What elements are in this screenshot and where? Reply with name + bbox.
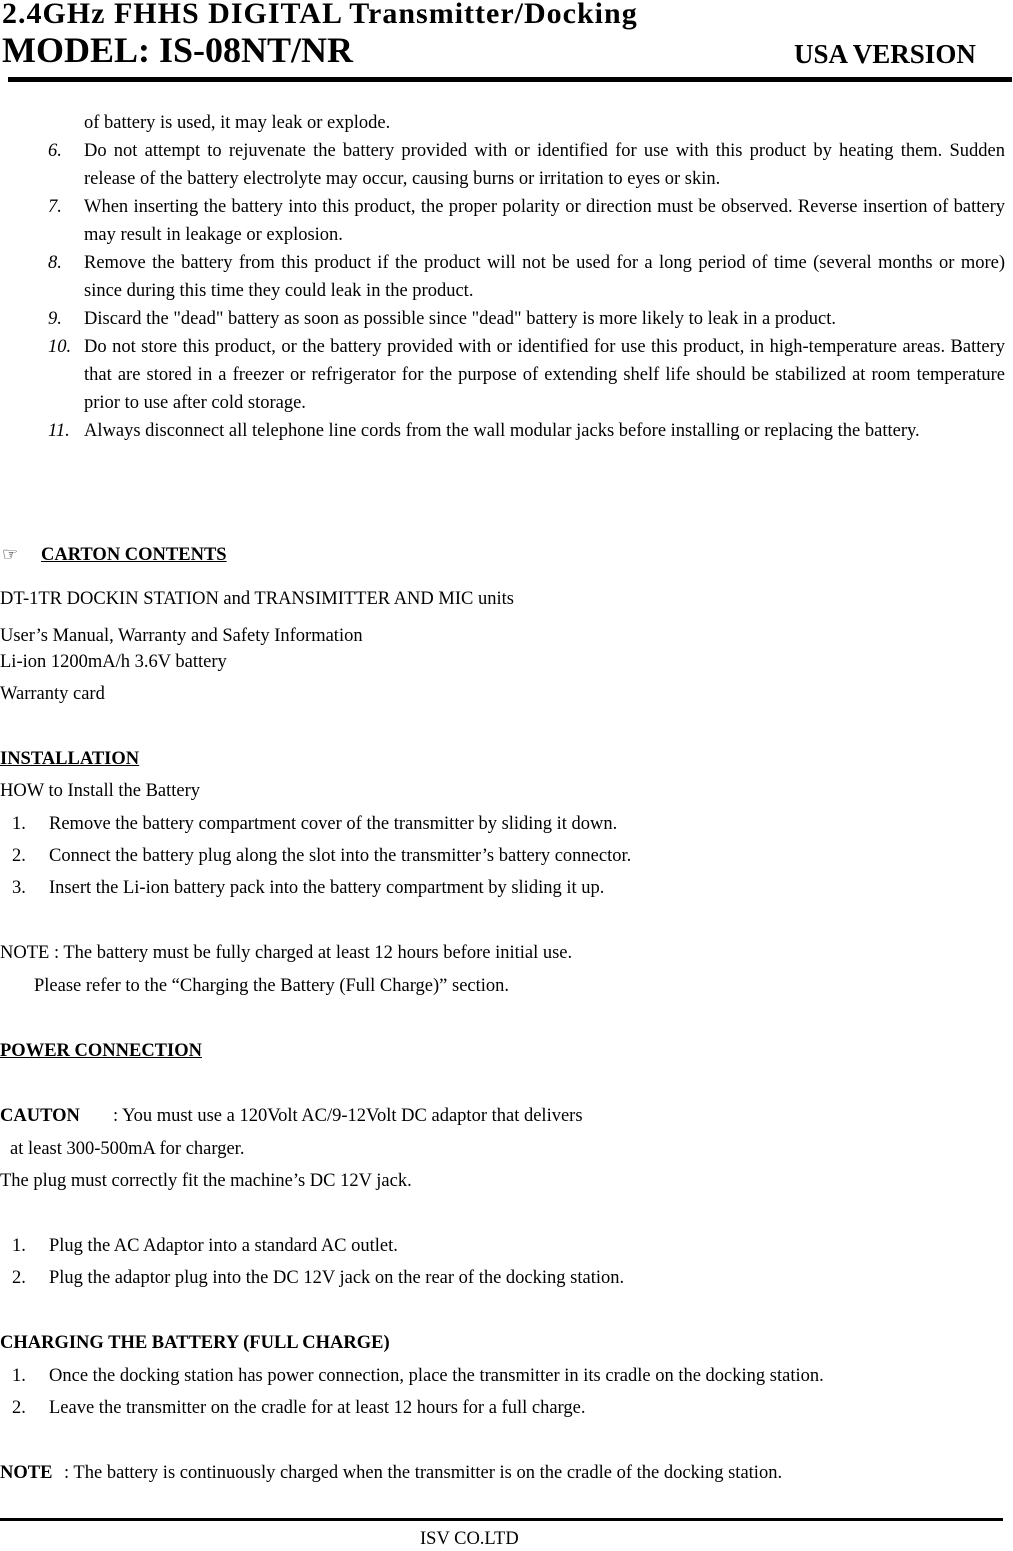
battery-warnings xyxy=(48,109,1005,445)
warning-text: Do not attempt to rejuvenate the battery provided with or identified for use with this product by heating them. Sudden release of the battery electrolyte may occur, causing burns or irritation to eyes or skin. xyxy=(84,141,1005,189)
step-text: Leave the transmitter on the cradle for at least 12 hours for a full charge. xyxy=(49,1398,586,1418)
step-number: 2. xyxy=(12,1268,26,1288)
carton-item: DT-1TR DOCKIN STATION and TRANSIMITTER AND MIC units xyxy=(0,589,514,609)
warning-num: 7. xyxy=(48,197,62,217)
installation-heading: INSTALLATION xyxy=(0,749,140,769)
warning-num: 11. xyxy=(48,421,70,441)
warning-item-6 xyxy=(48,137,1005,193)
charging-note-label: NOTE xyxy=(0,1463,53,1483)
warning-item-10 xyxy=(48,333,1005,417)
pointing-hand-icon: ☞ xyxy=(2,544,19,565)
caution-text-line2: at least 300-500mA for charger. xyxy=(10,1139,245,1159)
step-number: 1. xyxy=(12,1366,26,1386)
warning-text: When inserting the battery into this product, the proper polarity or direction must be observed. Reverse insertion of battery may result in leakage or explosion. xyxy=(84,197,1005,245)
charging-note-text: : The battery is continuously charged when the transmitter is on the cradle of the docking station. xyxy=(64,1463,783,1483)
warning-item-9 xyxy=(48,305,1005,333)
warning-num: 6. xyxy=(48,141,62,161)
warning-item-8 xyxy=(48,249,1005,305)
carton-item: Warranty card xyxy=(0,684,105,704)
installation-note: NOTE : The battery must be fully charged at least 12 hours before initial use. xyxy=(0,943,573,963)
warning-text: Remove the battery from this product if the product will not be used for a long period of time (several months or more) since during this time they could leak in the product. xyxy=(84,253,1005,301)
carton-heading: CARTON CONTENTS xyxy=(41,545,227,565)
step-number: 3. xyxy=(12,878,26,898)
step-number: 1. xyxy=(12,1236,26,1256)
model-title: MODEL: IS-08NT/NR xyxy=(2,30,354,70)
step-number: 2. xyxy=(12,846,26,866)
step-text: Plug the AC Adaptor into a standard AC outlet. xyxy=(49,1236,398,1256)
charging-heading: CHARGING THE BATTERY (FULL CHARGE) xyxy=(0,1333,390,1353)
header-rule xyxy=(8,77,1012,82)
warning-num: 10. xyxy=(48,337,72,357)
warning-continued-text: of battery is used, it may leak or explode. xyxy=(84,113,391,133)
step-text: Remove the battery compartment cover of the transmitter by sliding it down. xyxy=(49,814,618,834)
installation-note-reference: Please refer to the “Charging the Battery (Full Charge)” section. xyxy=(34,976,510,996)
warning-text: Always disconnect all telephone line cords from the wall modular jacks before installing or replacing the battery. xyxy=(84,421,920,441)
installation-subheading: HOW to Install the Battery xyxy=(0,781,201,801)
step-number: 2. xyxy=(12,1398,26,1418)
document-title: 2.4GHz FHHS DIGITAL Transmitter/Docking xyxy=(2,0,638,30)
footer-rule xyxy=(0,1518,1003,1521)
carton-item: Li-ion 1200mA/h 3.6V battery xyxy=(0,652,227,672)
caution-text-line3: The plug must correctly fit the machine’s DC 12V jack. xyxy=(0,1171,412,1191)
caution-text: : You must use a 120Volt AC/9-12Volt DC adaptor that delivers xyxy=(113,1106,583,1126)
warning-text: Discard the "dead" battery as soon as possible since "dead" battery is more likely to leak in a product. xyxy=(84,309,837,329)
step-number: 1. xyxy=(12,814,26,834)
step-text: Connect the battery plug along the slot into the transmitter’s battery connector. xyxy=(49,846,632,866)
step-text: Insert the Li-ion battery pack into the battery compartment by sliding it up. xyxy=(49,878,605,898)
warning-num: 9. xyxy=(48,309,62,329)
footer-company: ISV CO.LTD xyxy=(420,1529,519,1549)
caution-label: CAUTON xyxy=(0,1106,80,1126)
warning-continued xyxy=(48,109,1005,137)
warning-num: 8. xyxy=(48,253,62,273)
warning-item-11 xyxy=(48,417,1005,445)
version-label: USA VERSION xyxy=(794,39,976,69)
carton-item: User’s Manual, Warranty and Safety Information xyxy=(0,626,363,646)
step-text: Plug the adaptor plug into the DC 12V jack on the rear of the docking station. xyxy=(49,1268,625,1288)
step-text: Once the docking station has power connection, place the transmitter in its cradle on the docking station. xyxy=(49,1366,824,1386)
warning-item-7 xyxy=(48,193,1005,249)
warning-text: Do not store this product, or the battery provided with or identified for use this product, in high-temperature areas. Battery that are stored in a freezer or refrigerator for the purpose of extending shelf life should be stabilized at room temperature prior to use after cold storage. xyxy=(84,337,1005,413)
power-heading: POWER CONNECTION xyxy=(0,1041,202,1061)
